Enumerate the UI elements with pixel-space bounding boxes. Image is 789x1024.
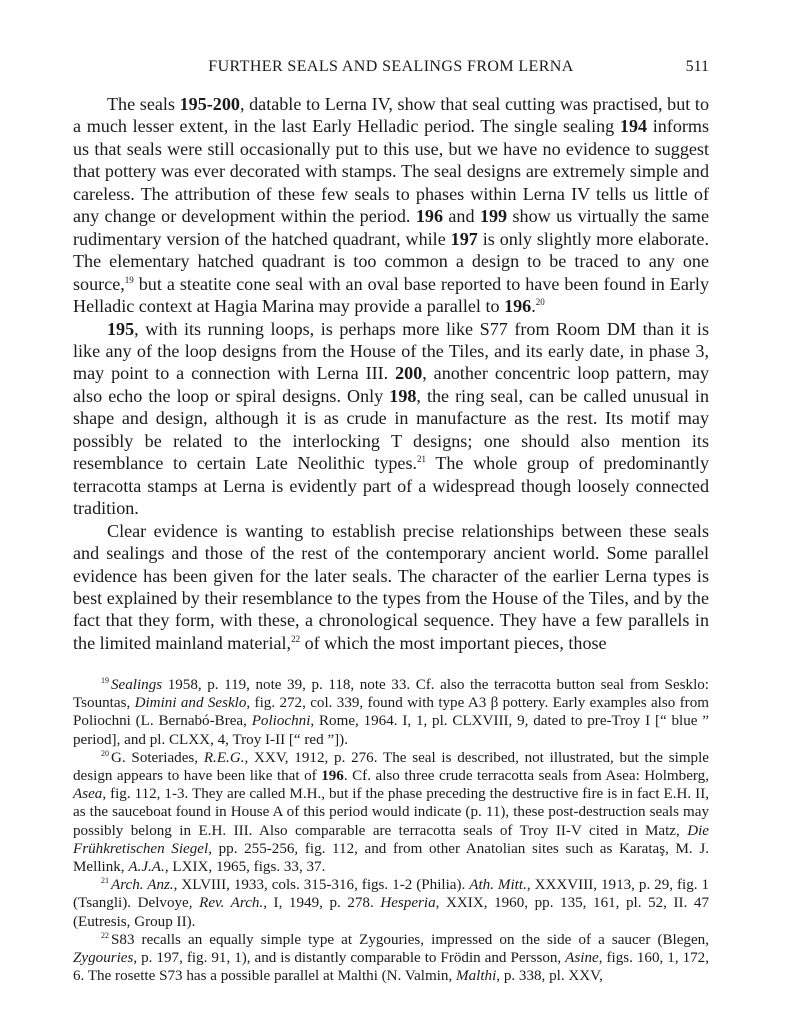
footnote-ref: 19 xyxy=(124,274,134,285)
seal-number: 200 xyxy=(395,363,423,384)
footnote-ref: 21 xyxy=(417,454,427,465)
footnote-ref: 22 xyxy=(101,930,109,940)
seal-number: 199 xyxy=(479,206,508,227)
italic-title: Ath. Mitt. xyxy=(469,877,527,894)
italic-title: Malthi xyxy=(456,968,497,985)
body-paragraph: The seals 195-200, datable to Lerna IV, show that seal cutting was practised, but to a much lesser extent, in the last Early Helladic period. The single sealing 194 informs us that seals were still occasionally put to this use, but we have no evidence to suggest that pottery was ever decorated with stamps. The seal designs are extremely simple and careless. The attribution of these few seals to phases within Lerna IV tells us little of any change or development within the period. 196 and 199 show us virtually the same rudimentary version of the hatched quadrant, while 197 is only slightly more elaborate. The elementary hatched quadrant is too common a design to be traced to any one source,$^{19}$ but a steatite cone seal with an oval base reported to have been found in Early Helladic context at Hagia Marina may provide a parallel to 196.20 xyxy=(73,94,710,317)
italic-title: Asea xyxy=(73,786,103,803)
seal-number: 198 xyxy=(389,385,417,406)
seal-number: 197 xyxy=(450,228,478,249)
footnote-ref: 21 xyxy=(101,876,109,886)
footnote-ref: 19 xyxy=(101,676,109,685)
italic-title: Sealings xyxy=(111,677,163,693)
running-head xyxy=(73,58,709,84)
italic-title: Die Frühkretischen Siegel xyxy=(73,822,709,857)
seal-number: 194 xyxy=(619,116,648,137)
footnote-21: $^{21}$ Arch. Anz., XLVIII, 1933, cols. 315-316, figs. 1-2 (Philia). Ath. Mitt., XXXVIII, 1913, p. 29, fig. 1 (Tsangli). Delvoye, Rev. Arch., I, 1949, p. 278. Hesperia, XXIX, 1960, pp. 135, 161, pl. 52, II. 47 (Eutresis, Group II). xyxy=(73,876,710,930)
footnote-ref: 20 xyxy=(101,748,109,758)
seal-number: 195 xyxy=(107,318,135,339)
italic-title: Dimini and Sesklo xyxy=(134,695,247,712)
seal-number: 195-200 xyxy=(179,94,240,114)
italic-title: R.E.G. xyxy=(203,749,245,766)
seal-number: 196 xyxy=(321,768,344,785)
seal-number: 196 xyxy=(504,296,532,317)
footnote-19: $^{19}$ Sealings 1958, p. 119, note 39, p. 118, note 33. Cf. also the terracotta button seal from Sesklo: Tsountas, Dimini and Sesklo, fig. 272, col. 339, found with type A3 β pottery. Early examples also from Poliochni (L. Bernabó-Brea, Poliochni, Rome, 1964. I, 1, pl. CLXVIII, 9, dated to pre-Troy I [“ blue ” period], and pl. CLXX, 4, Troy I-II [“ red ”]). xyxy=(73,676,709,748)
italic-title: Hesperia xyxy=(380,895,436,912)
running-title: FURTHER SEALS AND SEALINGS FROM LERNA xyxy=(208,58,574,75)
body-paragraph: 195, with its running loops, is perhaps more like S77 from Room DM than it is like any of the loop designs from the House of the Tiles, and its early date, in phase 3, may point to a connection with Lerna III. 200, another concentric loop pattern, may also echo the loop or spiral designs. Only 198, the ring seal, can be called unusual in shape and design, although it is as crude in manufacture as the rest. Its motif may possibly be related to the interlocking T designs; one should also mention its resemblance to certain Late Neolithic types.$^{21}$ The whole group of predominantly terracotta stamps at Lerna is evidently part of a widespread though loosely connected tradition. xyxy=(73,318,709,519)
footnote-ref: 20 xyxy=(535,297,545,308)
page-number: 511 xyxy=(685,58,709,75)
italic-title: Zygouries xyxy=(73,950,134,967)
italic-title: Poliochni xyxy=(251,713,311,730)
italic-title: Rev. Arch. xyxy=(199,895,264,912)
footnote-20: $^{20}$ G. Soteriades, R.E.G., XXV, 1912, p. 276. The seal is described, not illustrated, but the simple design appears to have been like that of 196. Cf. also three crude terracotta seals from Asea: Holmberg, Asea, fig. 112, 1-3. They are called M.H., but if the phase preceding the destructive fire is in fact E.H. II, as the sauceboat found in House A of this period would indicate (p. 11), these post-destruction seals may possibly belong in E.H. III. Also comparable are terracotta seals of Troy II-V cited in Matz, Die Frühkretischen Siegel, pp. 255-256, fig. 112, and from other Anatolian sites such as Karataş, M. J. Mellink, A.J.A., LXIX, 1965, figs. 33, 37. xyxy=(73,748,709,876)
italic-title: A.J.A. xyxy=(128,859,165,876)
italic-title: Asine xyxy=(565,950,599,967)
footnote-22: $^{22}$ S83 recalls an equally simple type at Zygouries, impressed on the side of a saucer (Blegen, Zygouries, p. 197, fig. 91, 1), and is distantly comparable to Frödin and Persson, Asine, figs. 160, 1, 172, 6. The rosette S73 has a possible parallel at Malthi (N. Valmin, Malthi, p. 338, pl. XXV, xyxy=(73,930,709,985)
footnote-ref: 22 xyxy=(291,633,301,644)
italic-title: Arch. Anz. xyxy=(111,877,174,894)
body-text xyxy=(73,93,709,654)
seal-number: 196 xyxy=(415,206,443,227)
body-paragraph: Clear evidence is wanting to establish precise relationships between these seals and sealings and those of the rest of the contemporary ancient world. Some parallel evidence has been given for the later seals. The character of the earlier Lerna types is best explained by their resemblance to the types from the House of the Tiles, and by the fact that they form, with these, a chronological sequence. They have a few parallels in the limited mainland material,$^{22}$ of which the most important pieces, those xyxy=(73,520,709,653)
footnotes xyxy=(73,676,709,985)
